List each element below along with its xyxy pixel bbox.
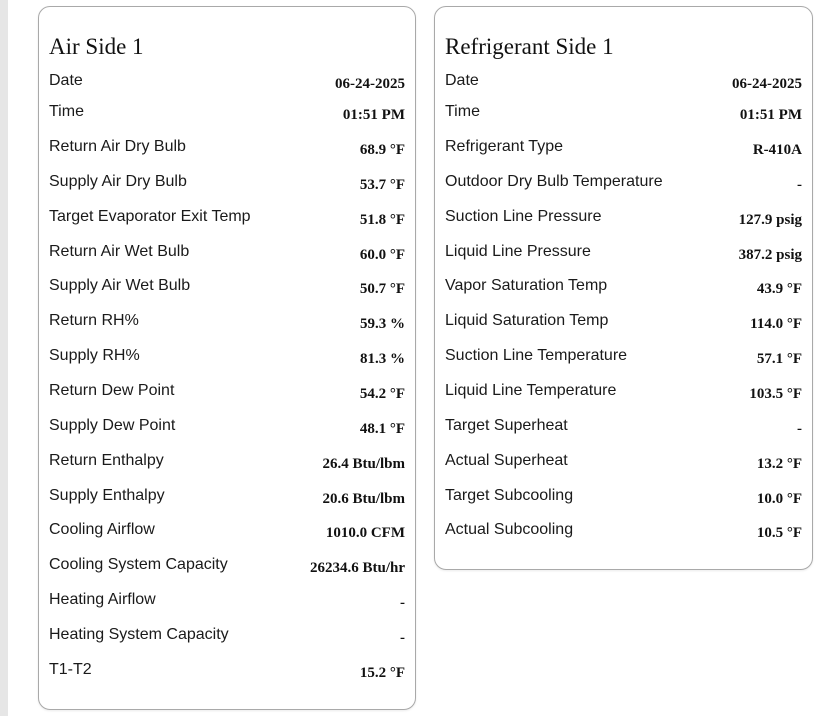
row-label: Heating Airflow	[49, 591, 156, 608]
row-label: Return RH%	[49, 312, 139, 329]
air-row-supply-air-wet-bulb	[49, 277, 405, 301]
row-label: Return Dew Point	[49, 382, 175, 399]
row-value: 60.0 °F	[359, 247, 405, 263]
air-row-return-dew-point	[49, 382, 405, 406]
row-value: 59.3 %	[360, 316, 405, 332]
air-row-supply-enthalpy	[49, 487, 405, 511]
row-value: 20.6 Btu/lbm	[322, 491, 405, 507]
row-value: 103.5 °F	[749, 386, 802, 402]
row-value: -	[400, 630, 405, 646]
air-row-heating-system-capacity	[49, 626, 405, 650]
row-value: 53.7 °F	[359, 177, 405, 193]
row-value: 68.9 °F	[359, 142, 405, 158]
left-edge-strip	[0, 0, 8, 716]
air-row-supply-air-dry-bulb	[49, 173, 405, 197]
row-value: 50.7 °F	[359, 281, 405, 297]
air-row-return-air-wet-bulb	[49, 243, 405, 267]
air-row-time	[49, 103, 405, 127]
air-side-title: Air Side 1	[49, 34, 144, 59]
row-label: Return Air Wet Bulb	[49, 243, 190, 260]
row-label: Refrigerant Type	[445, 138, 563, 155]
row-label: Actual Superheat	[445, 452, 568, 469]
row-label: Liquid Line Temperature	[445, 382, 617, 399]
air-row-date	[49, 72, 405, 96]
row-value: 387.2 psig	[738, 247, 802, 263]
row-value: 48.1 °F	[359, 421, 405, 437]
row-label: Cooling Airflow	[49, 521, 155, 538]
row-label: Target Evaporator Exit Temp	[49, 208, 251, 225]
air-row-t1-t2	[49, 661, 405, 685]
row-value: 57.1 °F	[756, 351, 802, 367]
row-value: 114.0 °F	[750, 316, 802, 332]
ref-row-date	[445, 72, 802, 96]
row-label: Date	[49, 72, 83, 89]
ref-row-outdoor-dry-bulb-temperature	[445, 173, 802, 197]
refrigerant-side-title: Refrigerant Side 1	[445, 34, 614, 59]
ref-row-target-subcooling	[445, 487, 802, 511]
air-row-target-evaporator-exit-temp	[49, 208, 405, 232]
row-value: R-410A	[752, 142, 802, 158]
row-label: Return Air Dry Bulb	[49, 138, 186, 155]
refrigerant-side-card	[434, 6, 813, 570]
row-label: Time	[49, 103, 84, 120]
air-row-cooling-system-capacity	[49, 556, 405, 580]
row-label: Return Enthalpy	[49, 452, 164, 469]
row-value: 01:51 PM	[739, 107, 802, 123]
ref-row-suction-line-temperature	[445, 347, 802, 371]
air-row-supply-rh	[49, 347, 405, 371]
ref-row-actual-subcooling	[445, 521, 802, 545]
row-label: Actual Subcooling	[445, 521, 574, 538]
row-label: Suction Line Temperature	[445, 347, 628, 364]
ref-row-suction-line-pressure	[445, 208, 802, 232]
air-row-supply-dew-point	[49, 417, 405, 441]
row-label: Outdoor Dry Bulb Temperature	[445, 173, 663, 190]
air-row-return-enthalpy	[49, 452, 405, 476]
air-row-return-air-dry-bulb	[49, 138, 405, 162]
row-label: Time	[445, 103, 480, 120]
air-row-cooling-airflow	[49, 521, 405, 545]
row-value: 81.3 %	[360, 351, 405, 367]
row-value: 10.5 °F	[756, 525, 802, 541]
row-label: Heating System Capacity	[49, 626, 229, 643]
air-side-card	[38, 6, 416, 710]
row-value: 51.8 °F	[359, 212, 405, 228]
row-value: 15.2 °F	[359, 665, 405, 681]
row-label: Liquid Line Pressure	[445, 243, 591, 260]
air-row-return-rh	[49, 312, 405, 336]
row-value: 127.9 psig	[738, 212, 802, 228]
row-label: Target Subcooling	[445, 487, 574, 504]
air-row-heating-airflow	[49, 591, 405, 615]
row-label: Supply Air Dry Bulb	[49, 173, 187, 190]
ref-row-liquid-saturation-temp	[445, 312, 802, 336]
row-value: 54.2 °F	[359, 386, 405, 402]
row-label: Suction Line Pressure	[445, 208, 602, 225]
row-value: 01:51 PM	[342, 107, 405, 123]
row-value: 10.0 °F	[756, 491, 802, 507]
ref-row-vapor-saturation-temp	[445, 277, 802, 301]
ref-row-time	[445, 103, 802, 127]
row-value: 1010.0 CFM	[325, 525, 405, 541]
row-value: -	[400, 595, 405, 611]
row-value: 06-24-2025	[335, 76, 405, 92]
row-value: -	[797, 421, 802, 437]
row-value: 13.2 °F	[756, 456, 802, 472]
row-label: Date	[445, 72, 479, 89]
ref-row-actual-superheat	[445, 452, 802, 476]
row-label: Supply Enthalpy	[49, 487, 165, 504]
row-value: -	[797, 177, 802, 193]
row-label: Liquid Saturation Temp	[445, 312, 609, 329]
row-label: Supply RH%	[49, 347, 140, 364]
row-label: Target Superheat	[445, 417, 568, 434]
row-value: 43.9 °F	[756, 281, 802, 297]
row-label: T1-T2	[49, 661, 92, 678]
ref-row-liquid-line-temperature	[445, 382, 802, 406]
row-value: 26234.6 Btu/hr	[309, 560, 405, 576]
ref-row-refrigerant-type	[445, 138, 802, 162]
row-value: 06-24-2025	[732, 76, 802, 92]
ref-row-liquid-line-pressure	[445, 243, 802, 267]
ref-row-target-superheat	[445, 417, 802, 441]
row-value: 26.4 Btu/lbm	[322, 456, 405, 472]
row-label: Cooling System Capacity	[49, 556, 228, 573]
row-label: Supply Dew Point	[49, 417, 176, 434]
row-label: Vapor Saturation Temp	[445, 277, 608, 294]
row-label: Supply Air Wet Bulb	[49, 277, 191, 294]
